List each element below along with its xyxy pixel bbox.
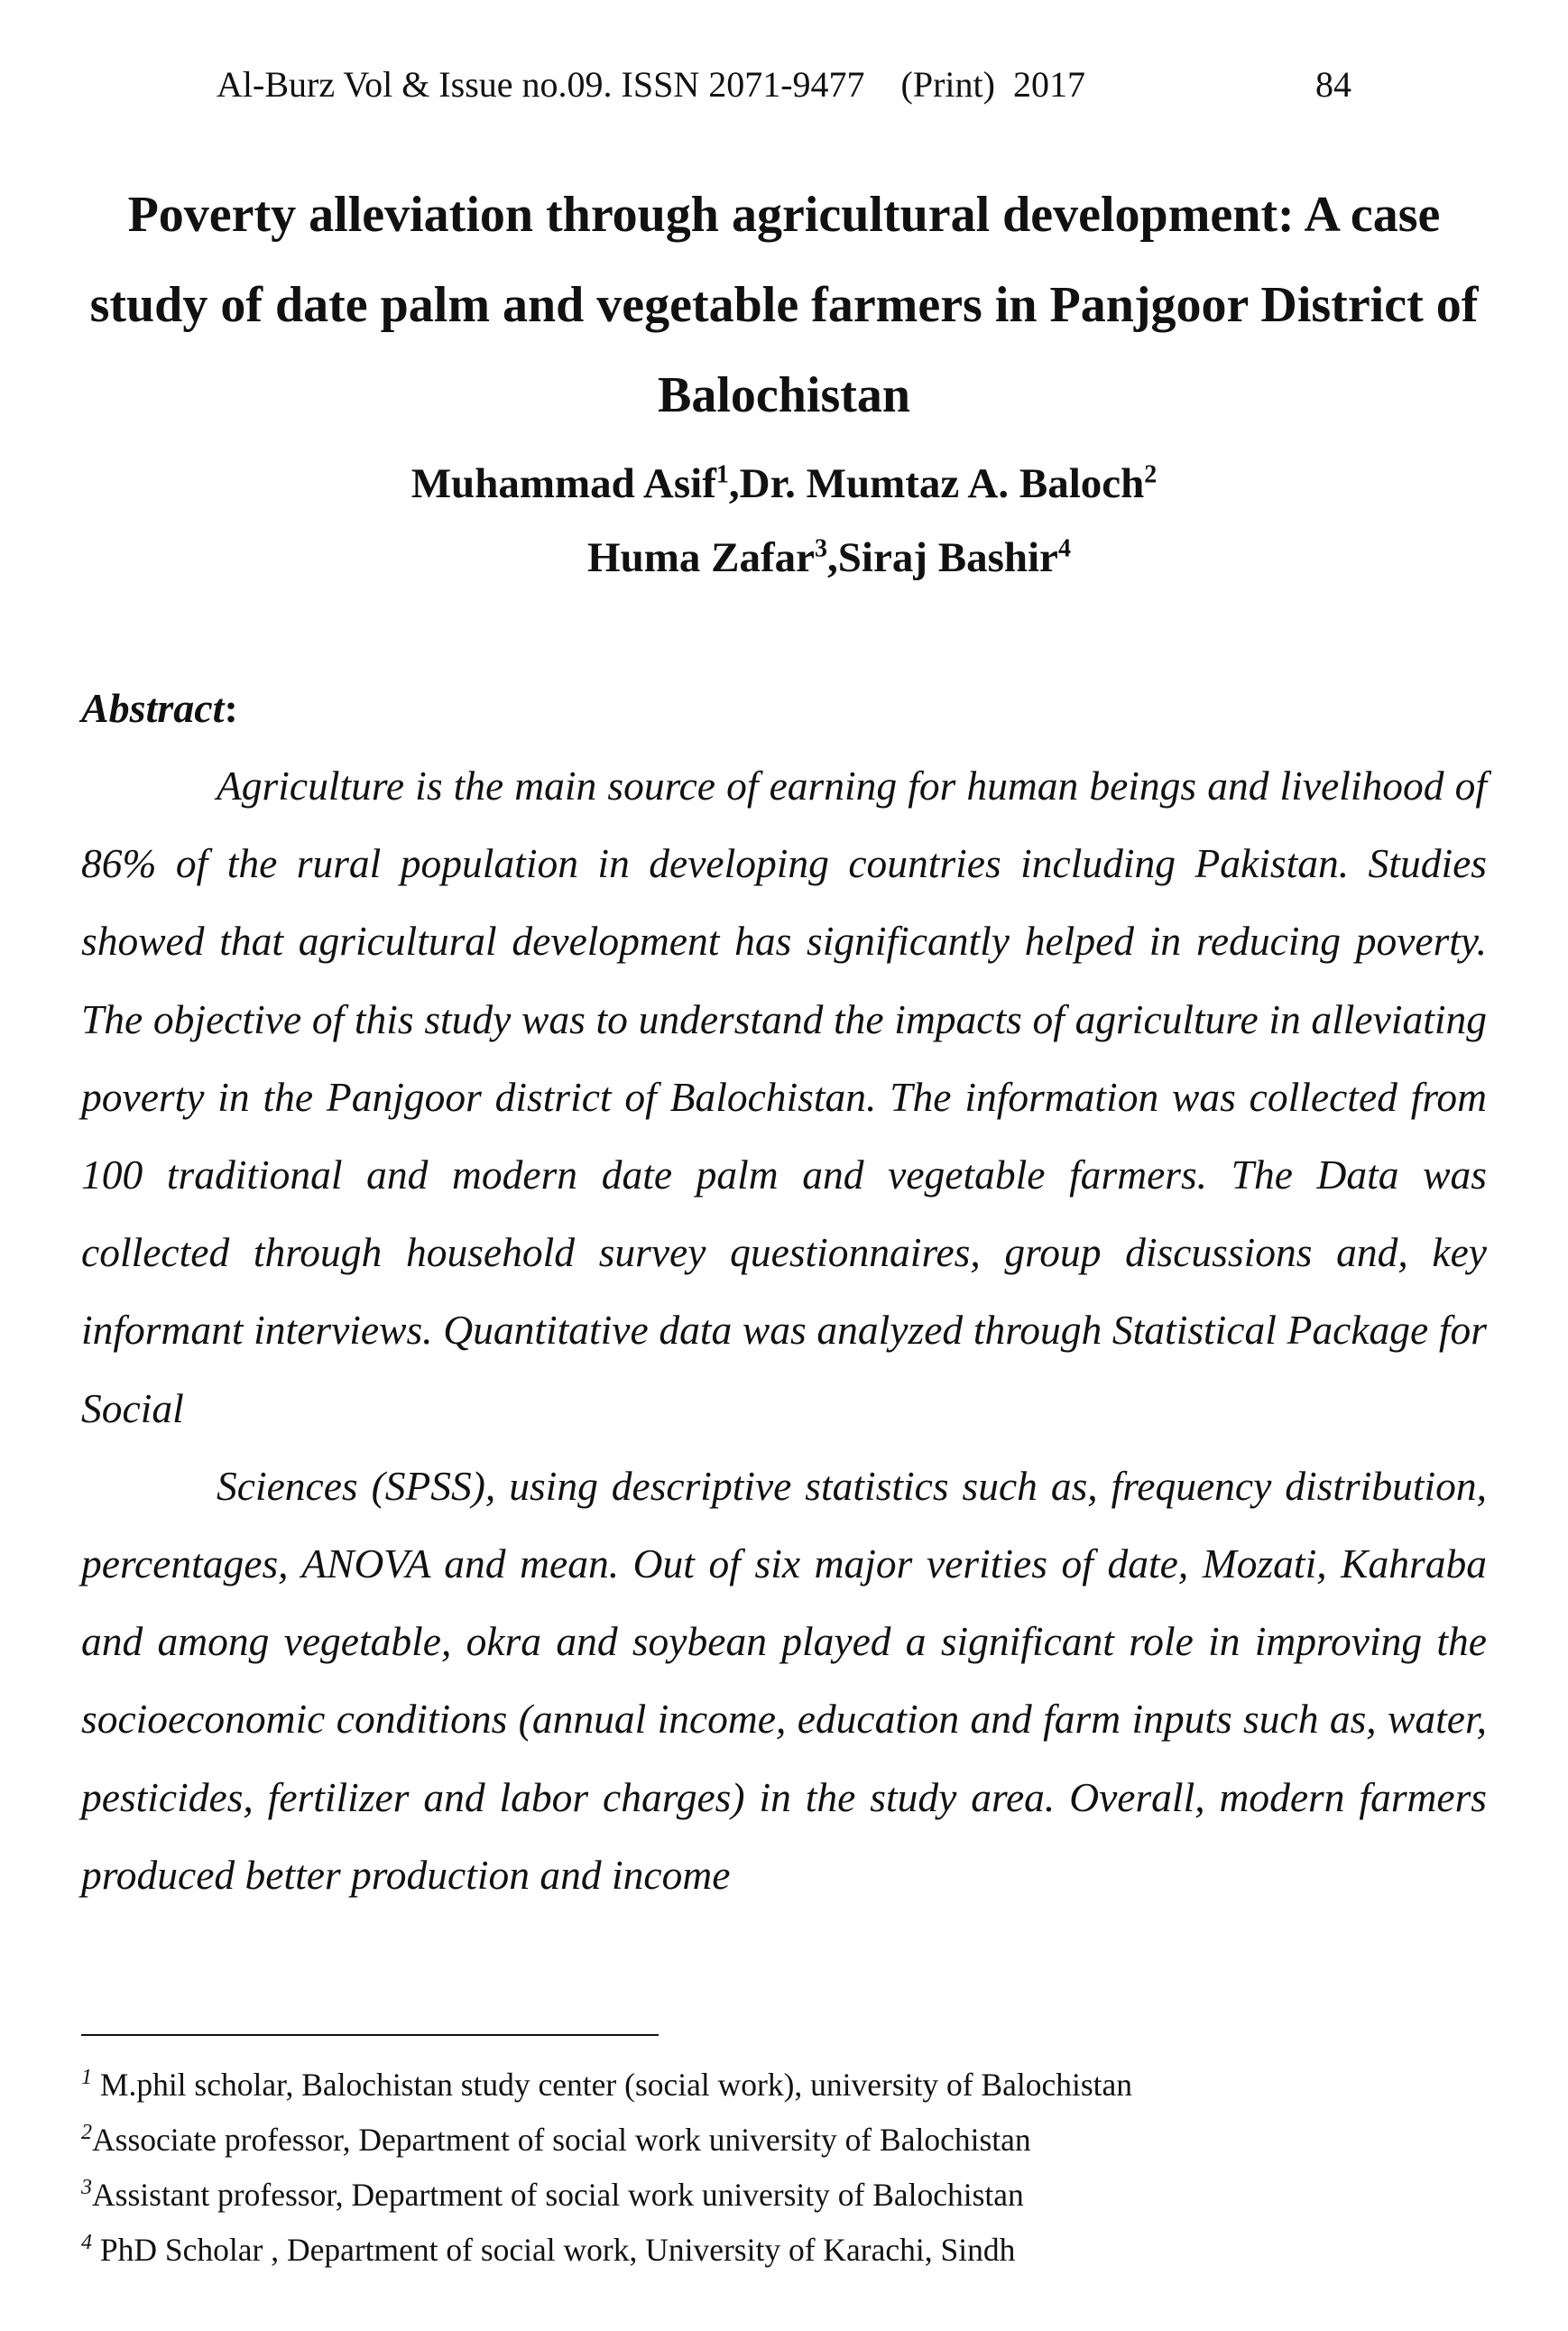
- footnote: [81, 2168, 1487, 2223]
- footnote-mark: 2: [81, 2121, 92, 2145]
- footnote-mark: 4: [81, 2231, 92, 2255]
- author-line-2: [81, 521, 1487, 595]
- footnotes: [81, 2058, 1487, 2278]
- article-title: Poverty alleviation through agricultural development: A case study of date palm and vegetable farmers in Panjgoor District of Balochistan: [89, 187, 1479, 423]
- author-name: Huma Zafar: [587, 534, 816, 581]
- author-block: [81, 447, 1487, 595]
- affiliation-mark: 4: [1057, 534, 1071, 563]
- abstract-heading: [81, 684, 238, 732]
- abstract-paragraph: Sciences (SPSS), using descriptive statistics such as, frequency distribution, percentages, ANOVA and mean. Out of six major verities of date, Mozati, Kahraba and among vegetable, okra and soybean played a significant role in improving the socioeconomic conditions (annual income, education and farm inputs such as, water, pesticides, fertilizer and labor charges) in the study area. Overall, modern farmers produced better production and income: [81, 1462, 1487, 1898]
- journal-info: Al-Burz Vol & Issue no.09. ISSN 2071-9477 (Print) 2017: [217, 64, 1085, 105]
- footnote-mark: 3: [81, 2176, 92, 2200]
- abstract-body: [81, 747, 1487, 1914]
- author-name: Siraj Bashir: [837, 534, 1058, 581]
- affiliation-mark: 2: [1144, 460, 1158, 489]
- author-separator: ,: [728, 460, 740, 507]
- footnote-text: Associate professor, Department of social work university of Balochistan: [92, 2122, 1031, 2158]
- footnote-text: PhD Scholar , Department of social work, University of Karachi, Sindh: [92, 2232, 1016, 2268]
- affiliation-mark: 1: [715, 460, 729, 489]
- running-head: [0, 63, 1568, 117]
- affiliation-mark: 3: [815, 534, 828, 563]
- abstract-paragraph: Agriculture is the main source of earning for human beings and livelihood of 86% of the rural population in developing countries including Pakistan. Studies showed that agricultural development has significantly helped in reducing poverty. The objective of this study was to understand the impacts of agriculture in alleviating poverty in the Panjgoor district of Balochistan. The information was collected from 100 traditional and modern date palm and vegetable farmers. The Data was collected through household survey questionnaires, group discussions and, key informant interviews. Quantitative data was analyzed through Statistical Package for Social: [81, 763, 1487, 1431]
- footnote-text: Assistant professor, Department of social work university of Balochistan: [92, 2177, 1024, 2213]
- footnote: [81, 2113, 1487, 2168]
- abstract-heading-colon: :: [224, 685, 238, 731]
- footnote: [81, 2223, 1487, 2278]
- author-name: Dr. Mumtaz A. Baloch: [739, 460, 1145, 507]
- footnote-divider: [81, 2034, 659, 2036]
- author-separator: ,: [827, 534, 838, 581]
- footnote-mark: 1: [81, 2066, 92, 2090]
- abstract-heading-label: Abstract: [81, 685, 225, 731]
- footnote-text: M.phil scholar, Balochistan study center (social work), university of Balochistan: [92, 2067, 1133, 2103]
- footnote: [81, 2058, 1487, 2113]
- author-name: Muhammad Asif: [410, 460, 716, 507]
- page-number: 84: [1315, 64, 1351, 105]
